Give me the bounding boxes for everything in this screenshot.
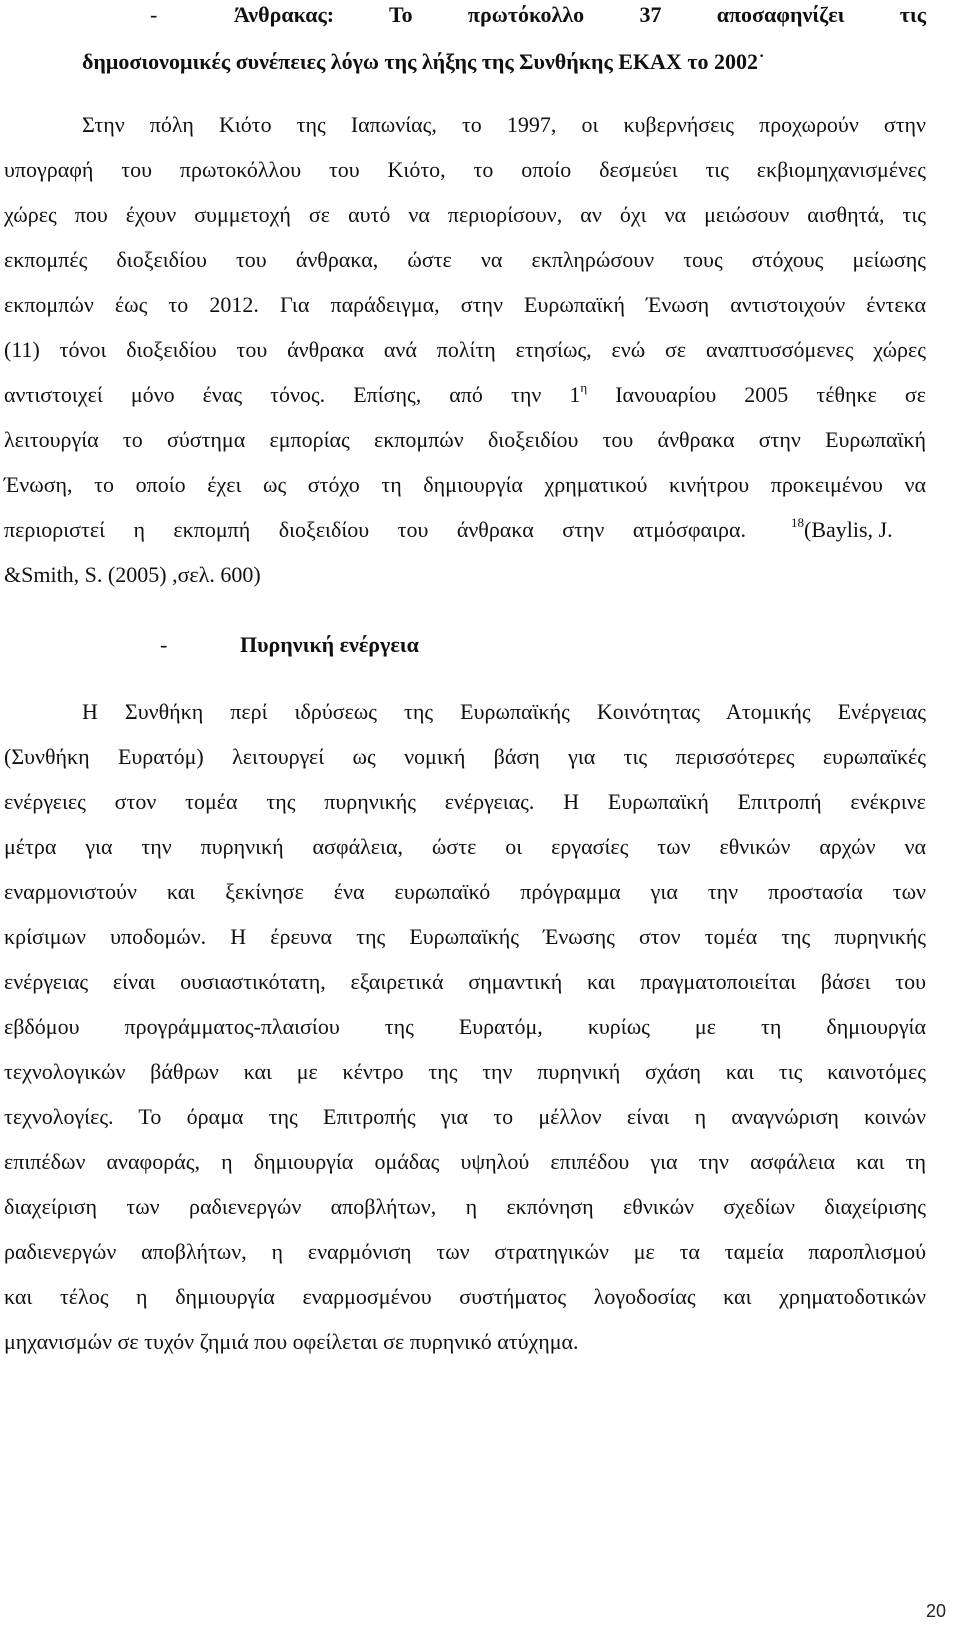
superscript: η: [580, 380, 588, 395]
paragraph-line: ενέργειες στον τομέα της πυρηνικής ενέργειας. Η Ευρωπαϊκή Επιτροπή ενέκρινε: [4, 789, 926, 814]
paragraph-line: εκπομπών έως το 2012. Για παράδειγμα, στην Ευρωπαϊκή Ένωση αντιστοιχούν έντεκα: [4, 292, 926, 317]
paragraph-line: επιπέδων αναφοράς, η δημιουργία ομάδας υψηλού επιπέδου για την ασφάλεια και τη: [4, 1149, 926, 1174]
line-text: περιοριστεί η εκπομπή διοξειδίου του άνθρακα στην ατμόσφαιρα.: [4, 517, 746, 542]
list-dash: -: [160, 632, 168, 657]
paragraph-line: μέτρα για την πυρηνική ασφάλεια, ώστε οι εργασίες των εθνικών αρχών να: [4, 834, 926, 859]
paragraph-line: κρίσιμων υποδομών. Η έρευνα της Ευρωπαϊκής Ένωσης στον τομέα της πυρηνικής: [4, 924, 926, 949]
nuclear-heading: Πυρηνική ενέργεια: [240, 632, 419, 657]
footnote-reference: 18: [791, 515, 804, 530]
paragraph-line: (Συνθήκη Ευρατόμ) λειτουργεί ως νομική βάση για τις περισσότερες ευρωπαϊκές: [4, 744, 926, 769]
citation-text: (Baylis, J.: [804, 517, 893, 542]
coal-heading-line-1: Άνθρακας: Το πρωτόκολλο 37 αποσαφηνίζει τις: [234, 2, 926, 27]
paragraph-line: εναρμονιστούν και ξεκίνησε ένα ευρωπαϊκό πρόγραμμα για την προστασία των: [4, 879, 926, 904]
paragraph-line: εβδόμου προγράμματος-πλαισίου της Ευρατόμ, κυρίως με τη δημιουργία: [4, 1014, 926, 1039]
paragraph-line: Στην πόλη Κιότο της Ιαπωνίας, το 1997, οι κυβερνήσεις προχωρούν στην: [82, 112, 926, 137]
line-text: Ιανουαρίου 2005 τέθηκε σε: [587, 382, 926, 407]
paragraph-line: λειτουργία το σύστημα εμπορίας εκπομπών διοξειδίου του άνθρακα στην Ευρωπαϊκή: [4, 427, 926, 452]
paragraph-line: διαχείριση των ραδιενεργών αποβλήτων, η εκπόνηση εθνικών σχεδίων διαχείρισης: [4, 1194, 926, 1219]
list-dash: -: [150, 2, 158, 27]
page-number: 20: [925, 1601, 946, 1621]
paragraph-line: τεχνολογικών βάθρων και με κέντρο της την πυρηνική σχάση και τις καινοτόμες: [4, 1059, 926, 1084]
paragraph-line-with-superscript: [4, 380, 926, 410]
coal-heading-line-2: [82, 41, 926, 77]
paragraph-line: ραδιενεργών αποβλήτων, η εναρμόνιση των στρατηγικών με τα ταμεία παροπλισμού: [4, 1239, 926, 1264]
line-text: αντιστοιχεί μόνο ένας τόνος. Επίσης, από την 1: [4, 382, 581, 407]
paragraph-line: (11) τόνοι διοξειδίου του άνθρακα ανά πολίτη ετησίως, ενώ σε αναπτυσσόμενες χώρες: [4, 337, 926, 362]
paragraph-line: υπογραφή του πρωτοκόλλου του Κιότο, το οποίο δεσμεύει τις εκβιομηχανισμένες: [4, 157, 926, 182]
paragraph-line: Ένωση, το οποίο έχει ως στόχο τη δημιουργία χρηματικού κινήτρου προκειμένου να: [4, 472, 926, 497]
paragraph-line: τεχνολογίες. Το όραμα της Επιτροπής για το μέλλον είναι η αναγνώριση κοινών: [4, 1104, 926, 1129]
paragraph-line: Η Συνθήκη περί ιδρύσεως της Ευρωπαϊκής Κοινότητας Ατομικής Ενέργειας: [82, 699, 926, 724]
coal-heading-line-2-text: δημοσιονομικές συνέπειες λόγω της λήξης της Συνθήκης ΕΚΑΧ το 2002: [82, 49, 758, 74]
paragraph-last-line: μηχανισμών σε τυχόν ζημιά που οφείλεται σε πυρηνικό ατύχημα.: [4, 1329, 579, 1354]
paragraph-line: και τέλος η δημιουργία εναρμοσμένου συστήματος λογοδοσίας και χρηματοδοτικών: [4, 1284, 926, 1309]
citation-line: &Smith, S. (2005) ,σελ. 600): [4, 562, 261, 587]
coal-heading-line-2-end: ·: [757, 43, 766, 68]
paragraph-line: εκπομπές διοξειδίου του άνθρακα, ώστε να εκπληρώσουν τους στόχους μείωσης: [4, 247, 926, 272]
paragraph-line-with-citation: [4, 515, 926, 545]
paragraph-line: χώρες που έχουν συμμετοχή σε αυτό να περιορίσουν, αν όχι να μειώσουν αισθητά, τις: [4, 202, 926, 227]
paragraph-line: ενέργειας είναι ουσιαστικότατη, εξαιρετικά σημαντική και πραγματοποιείται βάσει του: [4, 969, 926, 994]
